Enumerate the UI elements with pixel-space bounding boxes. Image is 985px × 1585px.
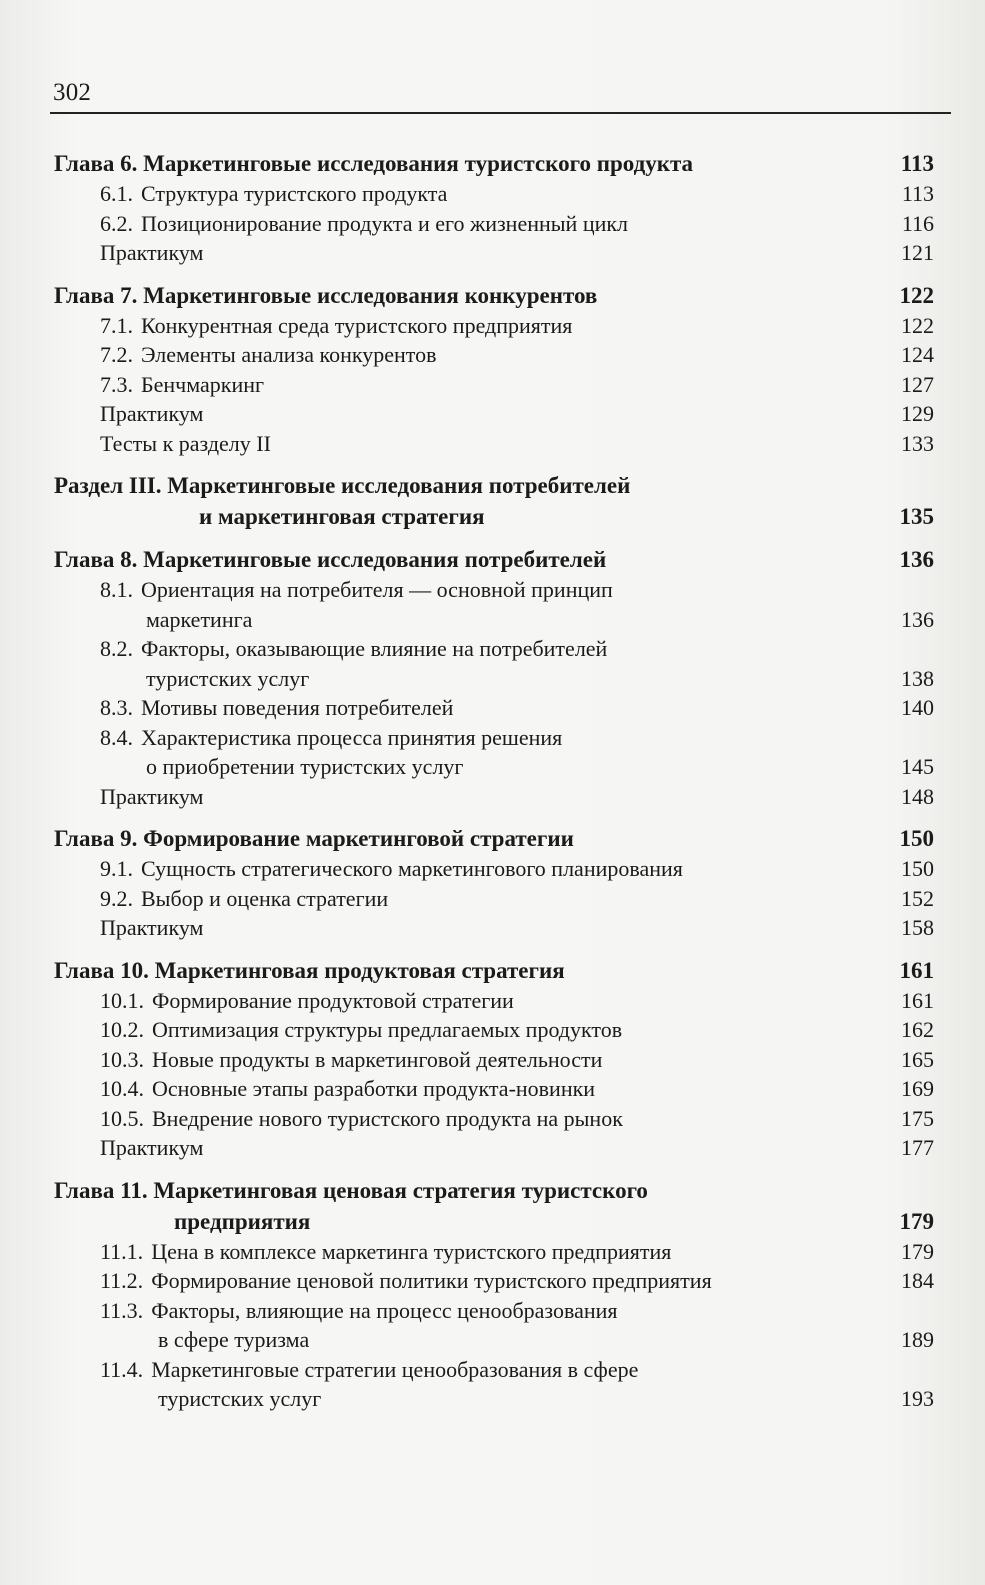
toc-page-number: 162	[901, 1017, 934, 1042]
toc-practicum	[54, 913, 934, 943]
toc-section	[54, 1296, 934, 1355]
toc-page-number: 184	[901, 1268, 934, 1293]
toc-section-title: Элементы анализа конкурентов	[141, 342, 437, 367]
toc-practicum	[54, 1133, 934, 1163]
toc-section-title: Позиционирование продукта и его жизненный цикл	[141, 210, 629, 236]
toc-practicum-title: Практикум	[100, 401, 204, 426]
toc-section	[54, 884, 934, 914]
toc-title-line: предприятия	[174, 1208, 311, 1234]
toc-section	[54, 1045, 934, 1075]
toc-section-number: 9.2.	[100, 885, 133, 911]
toc-section-title: Сущность стратегического маркетингового планирования	[141, 856, 683, 881]
toc-section-number: 7.2.	[100, 342, 133, 367]
toc-section-title: Конкурентная среда туристского предприятия	[141, 312, 573, 338]
toc-page-number: 122	[901, 312, 934, 338]
toc-section-number: 10.4.	[100, 1076, 144, 1101]
toc-section-title: Структура туристского продукта	[141, 181, 448, 206]
toc-section	[54, 723, 934, 782]
toc-page-number: 136	[901, 606, 934, 632]
toc-practicum-title: Практикум	[100, 915, 204, 940]
toc-page-number: 179	[901, 1238, 934, 1264]
toc-section-number: 10.2.	[100, 1017, 144, 1042]
toc-chapter-title: Глава 8. Маркетинговые исследования потребителей	[54, 547, 607, 572]
toc-section-number: 10.5.	[100, 1105, 144, 1131]
toc-section-number: 11.2.	[100, 1268, 144, 1293]
toc-section	[54, 311, 934, 341]
toc-section-title: Оптимизация структуры предлагаемых продуктов	[152, 1017, 623, 1042]
toc-section-title: Бенчмаркинг	[141, 371, 265, 397]
toc-title-line: Раздел III. Маркетинговые исследования потребителей	[54, 473, 631, 498]
toc-page-number: 127	[901, 371, 934, 397]
toc-section	[54, 1015, 934, 1045]
toc-page-number: 161	[901, 987, 934, 1013]
toc-page-number: 150	[901, 856, 934, 881]
toc-section	[54, 209, 934, 239]
header-rule	[50, 112, 951, 114]
toc-page-number: 138	[901, 665, 934, 691]
toc-chapter	[54, 955, 934, 986]
toc-section	[54, 340, 934, 370]
toc-chapter	[54, 1175, 934, 1237]
toc-section-number: 6.2.	[100, 210, 133, 236]
toc-title-line: туристских услуг	[158, 1386, 322, 1411]
toc-section-number: 10.1.	[100, 987, 144, 1013]
toc-title-line: маркетинга	[146, 606, 253, 632]
toc-page-number: 165	[901, 1046, 934, 1072]
toc-section	[54, 370, 934, 400]
toc-section	[54, 575, 934, 634]
toc-title-line: Глава 11. Маркетинговая ценовая стратегия туристского	[54, 1177, 648, 1203]
toc-page-number: 175	[901, 1105, 934, 1131]
toc-chapter-title: Глава 9. Формирование маркетинговой стратегии	[54, 826, 574, 851]
toc-section	[54, 634, 934, 693]
toc-chapter	[54, 544, 934, 575]
toc-title-line: и маркетинговая стратегия	[199, 504, 485, 529]
toc-page-number: 148	[901, 783, 934, 809]
toc-page-number: 169	[901, 1076, 934, 1101]
toc-page-number: 136	[899, 547, 934, 572]
toc-section	[54, 986, 934, 1016]
toc-section	[54, 1237, 934, 1267]
toc-section-title: Внедрение нового туристского продукта на рынок	[152, 1105, 623, 1131]
toc-section	[54, 1266, 934, 1296]
toc-page-number: 116	[901, 210, 934, 236]
toc-section	[54, 854, 934, 884]
toc-section-number: 8.2.	[100, 636, 133, 661]
toc-section-number: 11.3.	[100, 1297, 144, 1323]
toc-section-number: 10.3.	[100, 1046, 144, 1072]
toc-section-number: 8.3.	[100, 695, 133, 720]
toc-section-number: 11.1.	[100, 1238, 144, 1264]
toc-practicum-title: Тесты к разделу II	[100, 430, 271, 456]
toc-practicum	[54, 399, 934, 429]
toc-section	[54, 693, 934, 723]
toc-page-number: 179	[899, 1208, 934, 1234]
toc-section	[54, 1074, 934, 1104]
toc-section-title: Выбор и оценка стратегии	[141, 885, 389, 911]
toc-page-number: 140	[901, 695, 934, 720]
toc-page-number: 135	[899, 504, 934, 529]
toc-section-title: Мотивы поведения потребителей	[141, 695, 454, 720]
toc-practicum-title: Практикум	[100, 1135, 204, 1160]
toc-page-number: 122	[899, 282, 934, 308]
toc-page-number: 129	[901, 401, 934, 426]
toc-chapter	[54, 823, 934, 854]
toc-page-number: 145	[901, 754, 934, 779]
toc-part	[54, 470, 934, 532]
toc-chapter-title: Глава 6. Маркетинговые исследования туристского продукта	[54, 151, 694, 176]
toc-section-number: 11.4.	[100, 1356, 144, 1382]
toc-section-title: Новые продукты в маркетинговой деятельности	[152, 1046, 603, 1072]
toc-page-number: 193	[901, 1386, 934, 1411]
toc-chapter	[54, 280, 934, 311]
toc-section-number: 7.1.	[100, 312, 133, 338]
toc-title-line: Ориентация на потребителя — основной принцип	[141, 577, 613, 602]
toc-page-number: 133	[901, 430, 934, 456]
toc-section	[54, 1355, 934, 1414]
toc-section	[54, 1104, 934, 1134]
toc-section-title: Формирование продуктовой стратегии	[152, 987, 514, 1013]
toc-page-number: 152	[901, 885, 934, 911]
toc-title-line: Факторы, влияющие на процесс ценообразования	[151, 1297, 618, 1323]
page-number: 302	[53, 79, 92, 106]
toc-section-number: 7.3.	[100, 371, 133, 397]
toc-chapter-title: Глава 7. Маркетинговые исследования конкурентов	[54, 282, 598, 308]
toc-section-number: 6.1.	[100, 181, 133, 206]
toc-title-line: в сфере туризма	[158, 1327, 310, 1352]
toc-section-title: Формирование ценовой политики туристского предприятия	[151, 1268, 712, 1293]
toc-page-number: 189	[901, 1327, 934, 1352]
toc-page-number: 113	[901, 181, 934, 206]
toc-page-number: 158	[901, 915, 934, 940]
toc-title-line: Маркетинговые стратегии ценообразования в сфере	[151, 1356, 639, 1382]
table-of-contents	[54, 148, 934, 1414]
toc-section-number: 8.1.	[100, 577, 133, 602]
toc-page-number: 121	[901, 240, 934, 265]
toc-section-title: Основные этапы разработки продукта-новинки	[152, 1076, 596, 1101]
toc-practicum	[54, 238, 934, 268]
toc-page-number: 177	[901, 1135, 934, 1160]
toc-title-line: о приобретении туристских услуг	[146, 754, 464, 779]
toc-practicum-title: Практикум	[100, 240, 204, 265]
toc-practicum-title: Практикум	[100, 783, 204, 809]
toc-practicum	[54, 782, 934, 812]
toc-title-line: Характеристика процесса принятия решения	[141, 724, 563, 750]
toc-section-number: 9.1.	[100, 856, 133, 881]
toc-page-number: 161	[899, 957, 934, 983]
toc-section	[54, 179, 934, 209]
toc-page-number: 150	[899, 826, 934, 851]
toc-page-number: 124	[901, 342, 934, 367]
toc-title-line: туристских услуг	[146, 665, 310, 691]
toc-title-line: Факторы, оказывающие влияние на потребителей	[141, 636, 608, 661]
toc-page-number: 113	[900, 151, 934, 176]
toc-chapter-title: Глава 10. Маркетинговая продуктовая стратегия	[54, 957, 565, 983]
toc-section-title: Цена в комплексе маркетинга туристского предприятия	[151, 1238, 672, 1264]
toc-chapter	[54, 148, 934, 179]
toc-practicum	[54, 429, 934, 459]
toc-section-number: 8.4.	[100, 724, 133, 750]
